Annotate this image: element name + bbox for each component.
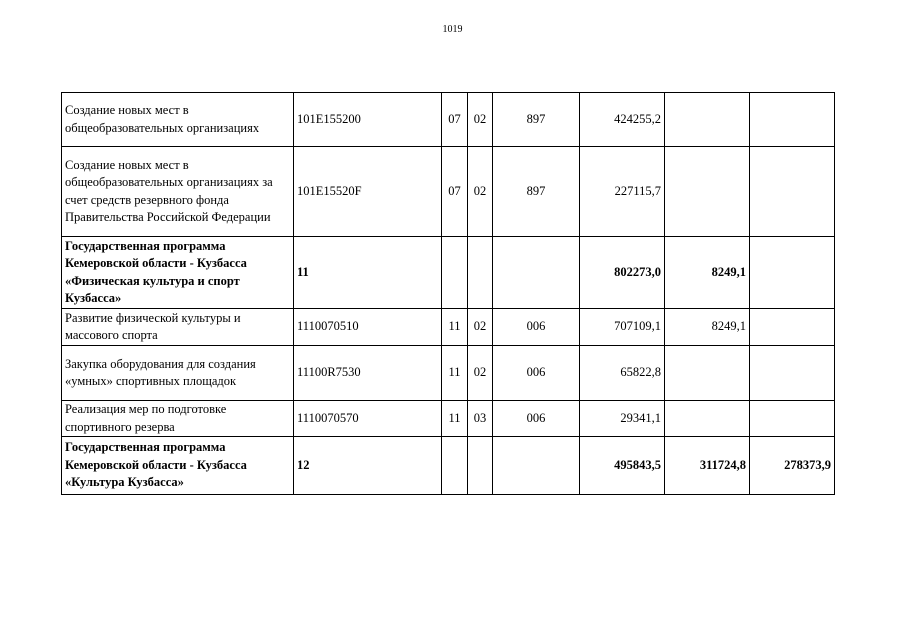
subsection-cell: 03 [468, 401, 493, 437]
section-cell: 11 [442, 346, 468, 401]
expense-type-cell: 897 [493, 93, 580, 147]
sum-year1-cell: 802273,0 [580, 237, 665, 309]
target-code-cell: 12 [294, 437, 442, 495]
budget-table [61, 92, 835, 495]
sum-year3-cell [750, 237, 835, 309]
table-row [62, 237, 835, 309]
table-row [62, 401, 835, 437]
program-name-cell: Создание новых мест в общеобразовательных организациях за счет средств резервного фонда Правительства Российской Федерации [62, 147, 294, 237]
program-name-cell: Создание новых мест в общеобразовательных организациях [62, 93, 294, 147]
target-code-cell: 11100R7530 [294, 346, 442, 401]
expense-type-cell [493, 437, 580, 495]
section-cell: 07 [442, 93, 468, 147]
section-cell: 11 [442, 309, 468, 346]
expense-type-cell: 897 [493, 147, 580, 237]
sum-year3-cell [750, 93, 835, 147]
table-row [62, 93, 835, 147]
sum-year2-cell [665, 147, 750, 237]
sum-year2-cell: 311724,8 [665, 437, 750, 495]
sum-year1-cell: 29341,1 [580, 401, 665, 437]
table-row [62, 147, 835, 237]
section-cell: 07 [442, 147, 468, 237]
sum-year1-cell: 65822,8 [580, 346, 665, 401]
expense-type-cell: 006 [493, 401, 580, 437]
sum-year1-cell: 707109,1 [580, 309, 665, 346]
sum-year3-cell [750, 309, 835, 346]
section-cell [442, 237, 468, 309]
sum-year3-cell: 278373,9 [750, 437, 835, 495]
subsection-cell [468, 437, 493, 495]
sum-year3-cell [750, 147, 835, 237]
sum-year1-cell: 495843,5 [580, 437, 665, 495]
subsection-cell [468, 237, 493, 309]
program-name-cell: Закупка оборудования для создания «умных» спортивных площадок [62, 346, 294, 401]
table-body [62, 93, 835, 495]
target-code-cell: 1110070510 [294, 309, 442, 346]
expense-type-cell: 006 [493, 309, 580, 346]
page-number: 1019 [442, 24, 463, 35]
subsection-cell: 02 [468, 309, 493, 346]
program-name-cell: Развитие физической культуры и массового спорта [62, 309, 294, 346]
target-code-cell: 1110070570 [294, 401, 442, 437]
sum-year2-cell [665, 346, 750, 401]
table-row [62, 437, 835, 495]
subsection-cell: 02 [468, 346, 493, 401]
program-name-cell: Государственная программа Кемеровской области - Кузбасса «Физическая культура и спорт Кузбасса» [62, 237, 294, 309]
program-name-cell: Реализация мер по подготовке спортивного резерва [62, 401, 294, 437]
table-row [62, 309, 835, 346]
sum-year1-cell: 227115,7 [580, 147, 665, 237]
target-code-cell: 11 [294, 237, 442, 309]
sum-year2-cell [665, 401, 750, 437]
subsection-cell: 02 [468, 93, 493, 147]
subsection-cell: 02 [468, 147, 493, 237]
sum-year1-cell: 424255,2 [580, 93, 665, 147]
expense-type-cell [493, 237, 580, 309]
target-code-cell: 101Е155200 [294, 93, 442, 147]
sum-year3-cell [750, 401, 835, 437]
sum-year2-cell: 8249,1 [665, 309, 750, 346]
sum-year2-cell: 8249,1 [665, 237, 750, 309]
target-code-cell: 101Е15520F [294, 147, 442, 237]
sum-year3-cell [750, 346, 835, 401]
expense-type-cell: 006 [493, 346, 580, 401]
section-cell [442, 437, 468, 495]
sum-year2-cell [665, 93, 750, 147]
table-row [62, 346, 835, 401]
section-cell: 11 [442, 401, 468, 437]
program-name-cell: Государственная программа Кемеровской области - Кузбасса «Культура Кузбасса» [62, 437, 294, 495]
